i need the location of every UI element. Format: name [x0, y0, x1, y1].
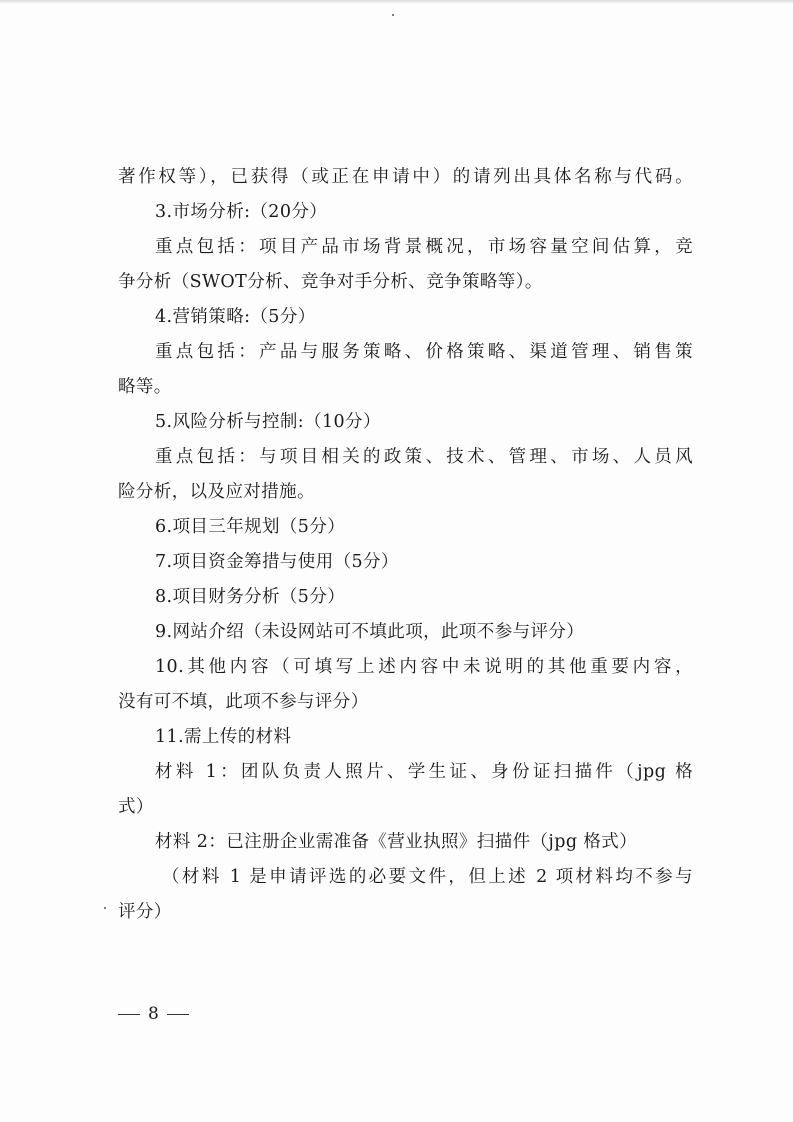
text-line: 重点包括：产品与服务策略、价格策略、渠道管理、销售策	[155, 342, 693, 362]
page-number-dash-right	[167, 1014, 189, 1015]
text-line: 式）	[118, 797, 154, 817]
section-heading-other: 10.其他内容（可填写上述内容中未说明的其他重要内容，	[155, 657, 693, 677]
section-heading-marketing-strategy: 4.营销策略:（5分）	[155, 307, 316, 327]
text-line: 著作权等），已获得（或正在申请中）的请列出具体名称与代码。	[118, 167, 693, 187]
scan-speck	[104, 907, 106, 909]
scan-speck	[392, 14, 394, 16]
section-heading-financial-analysis: 8.项目财务分析（5分）	[155, 587, 346, 607]
text-line: 险分析，以及应对措施。	[118, 482, 315, 502]
section-heading-upload-materials: 11.需上传的材料	[155, 727, 292, 747]
page-number-dash-left	[118, 1014, 140, 1015]
text-line: 重点包括：项目产品市场背景概况，市场容量空间估算，竞	[155, 237, 693, 257]
section-heading-funding: 7.项目资金筹措与使用（5分）	[155, 552, 399, 572]
text-line: 评分）	[118, 902, 172, 922]
text-line: 重点包括：与项目相关的政策、技术、管理、市场、人员风	[155, 447, 693, 467]
scan-edge	[0, 0, 793, 4]
section-heading-risk-analysis: 5.风险分析与控制:（10分）	[155, 412, 381, 432]
section-heading-website: 9.网站介绍（未设网站可不填此项，此项不参与评分）	[155, 622, 585, 642]
section-heading-three-year-plan: 6.项目三年规划（5分）	[155, 517, 346, 537]
material-1-line: 材料 1：团队负责人照片、学生证、身份证扫描件（jpg 格	[155, 762, 693, 782]
page-number-value: 8	[148, 1004, 159, 1024]
material-2-line: 材料 2：已注册企业需准备《营业执照》扫描件（jpg 格式）	[155, 832, 638, 852]
page-number	[118, 1004, 189, 1024]
section-heading-market-analysis: 3.市场分析:（20分）	[155, 202, 328, 222]
text-line: 争分析（SWOT分析、竞争对手分析、竞争策略等）。	[118, 272, 543, 292]
materials-note-line: （材料 1 是申请评选的必要文件，但上述 2 项材料均不参与	[162, 867, 693, 887]
text-line: 略等。	[118, 377, 172, 397]
text-line: 没有可不填，此项不参与评分）	[118, 692, 369, 712]
body-text	[118, 160, 693, 930]
